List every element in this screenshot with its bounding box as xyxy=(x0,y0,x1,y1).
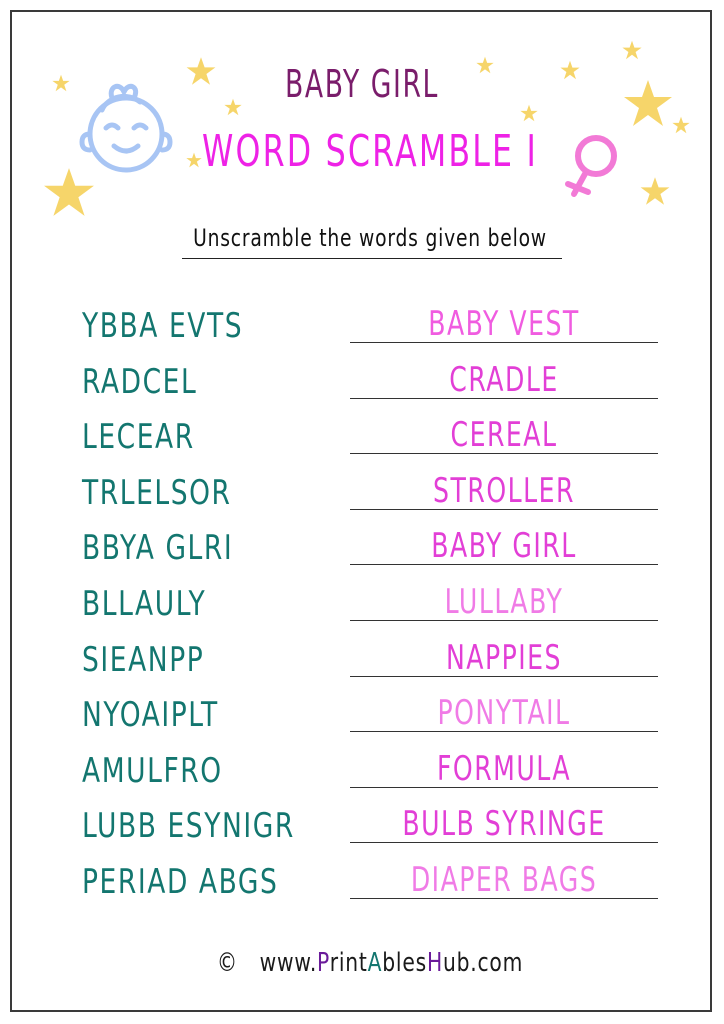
answer-line xyxy=(350,342,658,343)
scrambled-word: BBYA GLRI xyxy=(82,528,234,569)
answer-line xyxy=(350,620,658,621)
instructions-underline xyxy=(182,258,562,259)
footer-r2: bles xyxy=(382,948,427,978)
word-row xyxy=(0,689,724,745)
footer-p3: H xyxy=(426,948,443,978)
scrambled-word: LUBB ESYNIGR xyxy=(82,806,295,847)
page-subtitle: WORD SCRAMBLE I xyxy=(202,126,538,177)
scrambled-word: TRLELSOR xyxy=(82,472,232,513)
scrambled-word: AMULFRO xyxy=(82,750,223,791)
answer-word[interactable]: BABY GIRL xyxy=(431,526,577,567)
word-row xyxy=(0,578,724,634)
scrambled-word: LECEAR xyxy=(82,417,195,458)
footer-r3: ub xyxy=(442,948,471,978)
footer-prefix: www. xyxy=(259,948,318,978)
answer-line xyxy=(350,453,658,454)
scrambled-word: PERIAD ABGS xyxy=(82,862,279,902)
scrambled-word: BLLAULY xyxy=(82,584,207,624)
footer-website[interactable] xyxy=(81,948,658,978)
footer-p2: A xyxy=(367,948,383,978)
answer-line xyxy=(350,898,658,899)
star-icon xyxy=(640,176,670,206)
footer-r1: rint xyxy=(329,948,368,978)
word-row xyxy=(0,300,724,356)
word-row xyxy=(0,522,724,578)
scrambled-word: NYOAIPLT xyxy=(82,695,219,736)
scrambled-word: SIEANPP xyxy=(82,639,205,680)
answer-line xyxy=(350,676,658,677)
word-row xyxy=(0,856,724,912)
answer-line xyxy=(350,787,658,788)
word-row xyxy=(0,356,724,412)
page-title: BABY GIRL xyxy=(285,62,439,106)
star-icon xyxy=(672,116,690,134)
answer-line xyxy=(350,842,658,843)
answer-line xyxy=(350,731,658,732)
scrambled-word: YBBA EVTS xyxy=(82,306,244,346)
star-icon xyxy=(622,40,642,60)
answer-line xyxy=(350,398,658,399)
word-row xyxy=(0,745,724,801)
word-row xyxy=(0,800,724,856)
star-icon xyxy=(42,166,96,218)
footer-p1: P xyxy=(317,948,330,978)
answer-word[interactable]: BABY VEST xyxy=(428,304,580,344)
instructions-text: Unscramble the words given below xyxy=(193,224,547,252)
answer-word[interactable]: DIAPER BAGS xyxy=(410,860,598,900)
answer-word[interactable]: BULB SYRINGE xyxy=(402,804,606,845)
answer-word[interactable]: NAPPIES xyxy=(445,637,563,678)
answer-word[interactable]: FORMULA xyxy=(436,748,572,789)
answer-word[interactable]: PONYTAIL xyxy=(437,693,571,734)
star-icon xyxy=(520,104,538,122)
scrambled-word: RADCEL xyxy=(82,361,198,402)
copyright-symbol: © xyxy=(216,948,238,978)
word-row xyxy=(0,411,724,467)
answer-word[interactable]: CRADLE xyxy=(449,359,559,400)
footer-suffix: .com xyxy=(470,948,524,978)
answer-line xyxy=(350,564,658,565)
word-row xyxy=(0,634,724,690)
star-icon xyxy=(52,74,70,92)
answer-word[interactable]: LULLABY xyxy=(444,582,564,622)
answer-word[interactable]: CEREAL xyxy=(450,415,558,456)
answer-word[interactable]: STROLLER xyxy=(433,470,575,511)
answer-line xyxy=(350,509,658,510)
word-row xyxy=(0,467,724,523)
